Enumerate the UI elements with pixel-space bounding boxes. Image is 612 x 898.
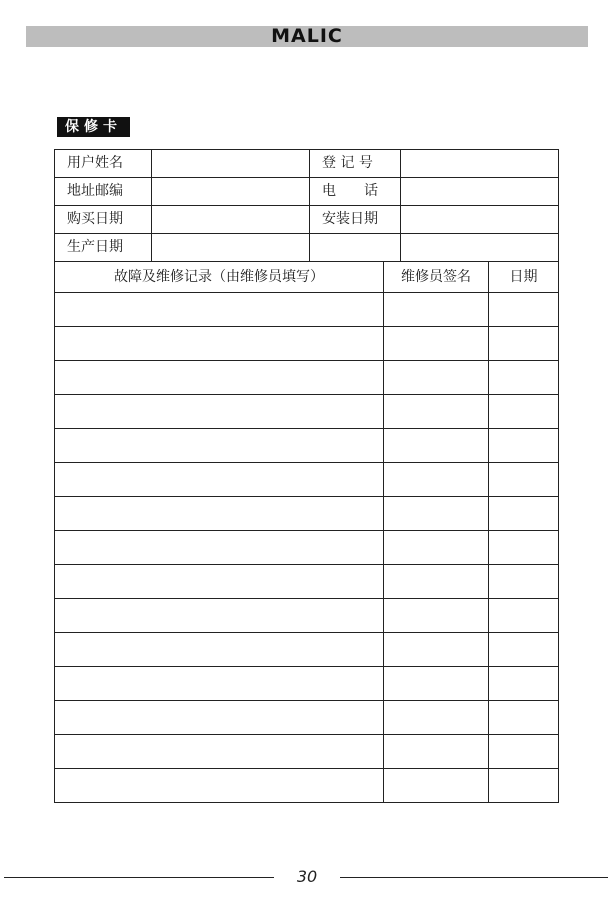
record-row [55, 531, 559, 565]
signature-cell[interactable] [384, 463, 489, 497]
record-row [55, 395, 559, 429]
date-cell[interactable] [489, 667, 559, 701]
record-row [55, 769, 559, 803]
signature-cell[interactable] [384, 735, 489, 769]
fault-record-cell[interactable] [55, 497, 384, 531]
record-row [55, 599, 559, 633]
signature-cell[interactable] [384, 531, 489, 565]
signature-cell[interactable] [384, 327, 489, 361]
brand-logo: MALIC [271, 25, 343, 47]
fault-record-header: 故障及维修记录（由维修员填写） [55, 262, 384, 293]
record-row [55, 327, 559, 361]
date-cell[interactable] [489, 633, 559, 667]
fault-record-cell[interactable] [55, 429, 384, 463]
registration-number-field[interactable] [401, 150, 559, 178]
date-cell[interactable] [489, 293, 559, 327]
warranty-info-table [54, 149, 559, 262]
address-postcode-label: 地址邮编 [55, 178, 152, 206]
signature-cell[interactable] [384, 497, 489, 531]
install-date-field[interactable] [401, 206, 559, 234]
info-row [55, 206, 559, 234]
date-cell[interactable] [489, 599, 559, 633]
record-row [55, 735, 559, 769]
signature-cell[interactable] [384, 361, 489, 395]
date-cell[interactable] [489, 565, 559, 599]
fault-record-cell[interactable] [55, 565, 384, 599]
date-cell[interactable] [489, 735, 559, 769]
production-date-label: 生产日期 [55, 234, 152, 262]
fault-record-cell[interactable] [55, 327, 384, 361]
record-row [55, 293, 559, 327]
record-row [55, 701, 559, 735]
signature-cell[interactable] [384, 599, 489, 633]
date-cell[interactable] [489, 327, 559, 361]
section-title: 保修卡 [57, 117, 130, 137]
record-row [55, 497, 559, 531]
fault-record-cell[interactable] [55, 293, 384, 327]
date-cell[interactable] [489, 769, 559, 803]
page-number: 30 [296, 867, 318, 886]
signature-cell[interactable] [384, 701, 489, 735]
date-cell[interactable] [489, 531, 559, 565]
address-postcode-field[interactable] [152, 178, 310, 206]
date-cell[interactable] [489, 395, 559, 429]
header-bar [26, 26, 588, 47]
date-cell[interactable] [489, 429, 559, 463]
phone-label: 电 话 [310, 178, 401, 206]
fault-record-cell[interactable] [55, 769, 384, 803]
fault-record-cell[interactable] [55, 463, 384, 497]
info-row [55, 234, 559, 262]
fault-record-cell[interactable] [55, 395, 384, 429]
record-row [55, 667, 559, 701]
record-row [55, 633, 559, 667]
signature-cell[interactable] [384, 769, 489, 803]
fault-record-cell[interactable] [55, 701, 384, 735]
registration-number-label: 登 记 号 [310, 150, 401, 178]
repair-record-table [54, 261, 559, 803]
record-header-row [55, 262, 559, 293]
phone-field[interactable] [401, 178, 559, 206]
footer-line-right [340, 877, 608, 878]
record-row [55, 429, 559, 463]
fault-record-cell[interactable] [55, 531, 384, 565]
fault-record-cell[interactable] [55, 599, 384, 633]
date-cell[interactable] [489, 701, 559, 735]
fault-record-cell[interactable] [55, 633, 384, 667]
info-row [55, 150, 559, 178]
signature-cell[interactable] [384, 667, 489, 701]
signature-cell[interactable] [384, 633, 489, 667]
technician-signature-header: 维修员签名 [384, 262, 489, 293]
signature-cell[interactable] [384, 395, 489, 429]
date-cell[interactable] [489, 361, 559, 395]
user-name-label: 用户姓名 [55, 150, 152, 178]
signature-cell[interactable] [384, 293, 489, 327]
purchase-date-label: 购买日期 [55, 206, 152, 234]
production-date-field[interactable] [152, 234, 310, 262]
date-header: 日期 [489, 262, 559, 293]
install-date-label: 安装日期 [310, 206, 401, 234]
empty-field-cell[interactable] [401, 234, 559, 262]
signature-cell[interactable] [384, 429, 489, 463]
record-row [55, 463, 559, 497]
fault-record-cell[interactable] [55, 735, 384, 769]
footer-line-left [4, 877, 274, 878]
fault-record-cell[interactable] [55, 667, 384, 701]
signature-cell[interactable] [384, 565, 489, 599]
date-cell[interactable] [489, 497, 559, 531]
record-row [55, 565, 559, 599]
purchase-date-field[interactable] [152, 206, 310, 234]
fault-record-cell[interactable] [55, 361, 384, 395]
record-row [55, 361, 559, 395]
info-row [55, 178, 559, 206]
user-name-field[interactable] [152, 150, 310, 178]
empty-label-cell [310, 234, 401, 262]
date-cell[interactable] [489, 463, 559, 497]
